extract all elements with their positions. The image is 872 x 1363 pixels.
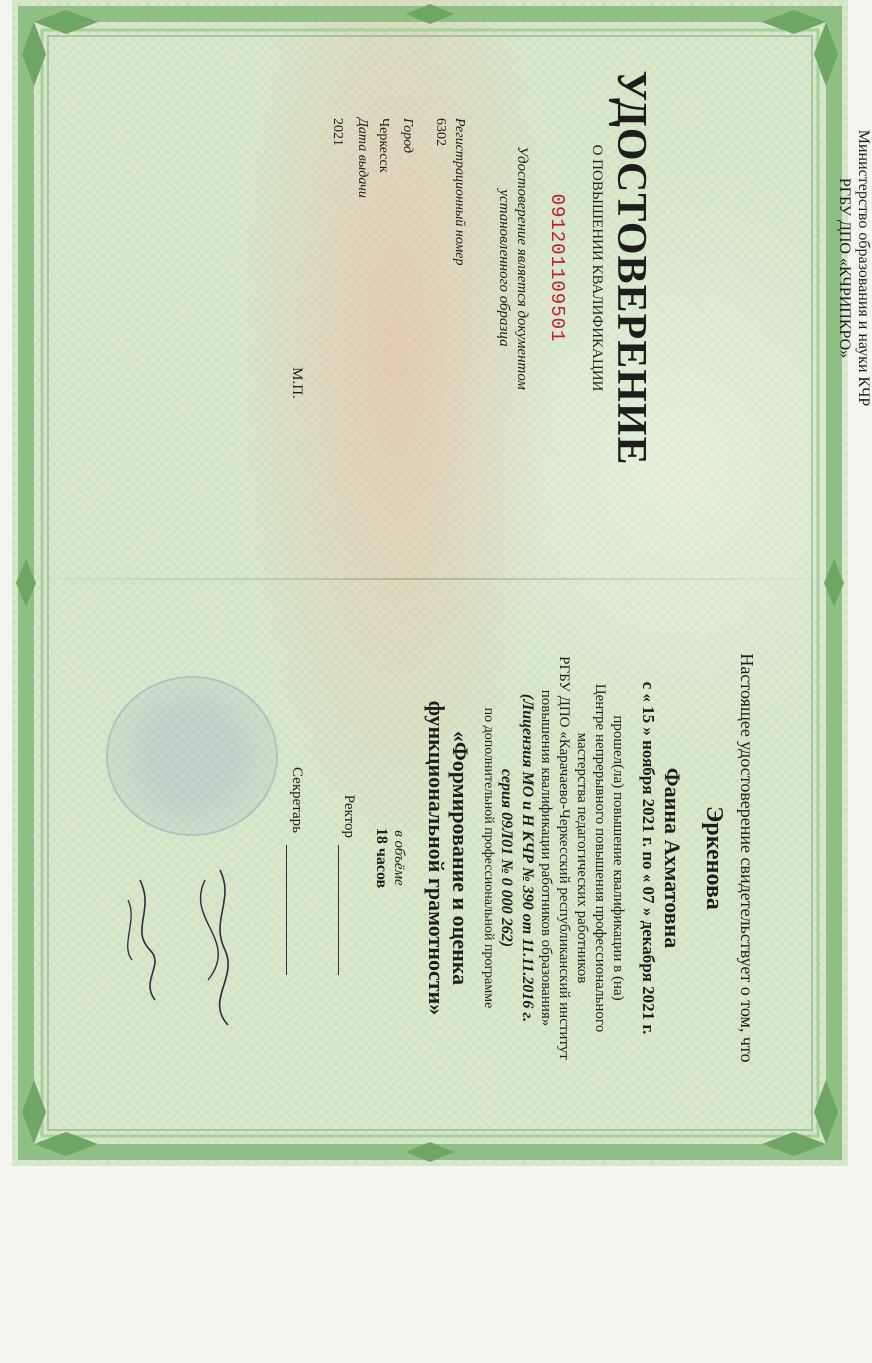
rector-signature-line xyxy=(338,845,339,975)
passed-text: прошел(ла) повышение квалификации в (на) xyxy=(610,715,626,1001)
issue-date-value: 2021 xyxy=(330,118,345,146)
ministry-name: Министерство образования и науки КЧР xyxy=(855,129,872,407)
reg-number-value: 6302 xyxy=(433,118,448,146)
recipient-name: Фаина Ахматовна xyxy=(660,767,685,949)
secretary-label: Секретарь xyxy=(289,766,305,833)
program-title-2: функциональной грамотности» xyxy=(424,700,449,1016)
training-dates: с « 15 » ноября 2021 г. по « 07 » декабря 2021 г. xyxy=(639,681,658,1035)
volume-label: в объёме xyxy=(391,830,407,886)
rector-label: Ректор xyxy=(341,794,357,838)
city-value: Черкесск xyxy=(376,118,391,173)
license-line-1: (Лицензия МО и Н КЧР № 390 от 11.11.2016 г. xyxy=(519,693,536,1023)
city-label: Город xyxy=(400,118,415,154)
document-subtitle: О ПОВЫШЕНИИ КВАЛИФИКАЦИИ xyxy=(589,144,605,392)
validity-note-1: Удостоверение является документом xyxy=(514,146,530,390)
secretary-signature-line xyxy=(286,845,287,975)
stamp-seal xyxy=(106,676,278,836)
institute-line-2: повышения квалификации работников образования» xyxy=(538,689,554,1027)
volume-value: 18 часов xyxy=(373,827,390,889)
institute-line-1: РГБУ ДПО «Карачаево-Черкесский республиканский институт xyxy=(556,656,572,1060)
program-title-1: «Формирование и оценка xyxy=(448,730,473,986)
signatures xyxy=(110,860,280,1050)
issue-date-label: Дата выдачи xyxy=(355,118,370,198)
intro-text: Настоящее удостоверение свидетельствует о том, что xyxy=(737,653,757,1063)
center-line-2: мастерства педагогических работников xyxy=(574,732,590,984)
seal-mark: М.П. xyxy=(289,367,305,399)
program-intro: по дополнительной профессиональной программе xyxy=(481,707,496,1009)
recipient-surname: Эркенова xyxy=(701,806,727,910)
certificate-number: 091201109501 xyxy=(546,193,568,343)
document-title: УДОСТОВЕРЕНИЕ xyxy=(608,70,654,466)
organization-name: РГБУ ДПО «КЧРИПКРО» xyxy=(836,177,853,359)
validity-note-2: установленного образца xyxy=(496,189,512,347)
reg-number-label: Регистрационный номер xyxy=(452,118,467,266)
center-line-1: Центре непрерывного повышения профессионального xyxy=(592,683,608,1033)
license-line-2: серия 09Л01 № 0 000 262) xyxy=(498,768,515,948)
